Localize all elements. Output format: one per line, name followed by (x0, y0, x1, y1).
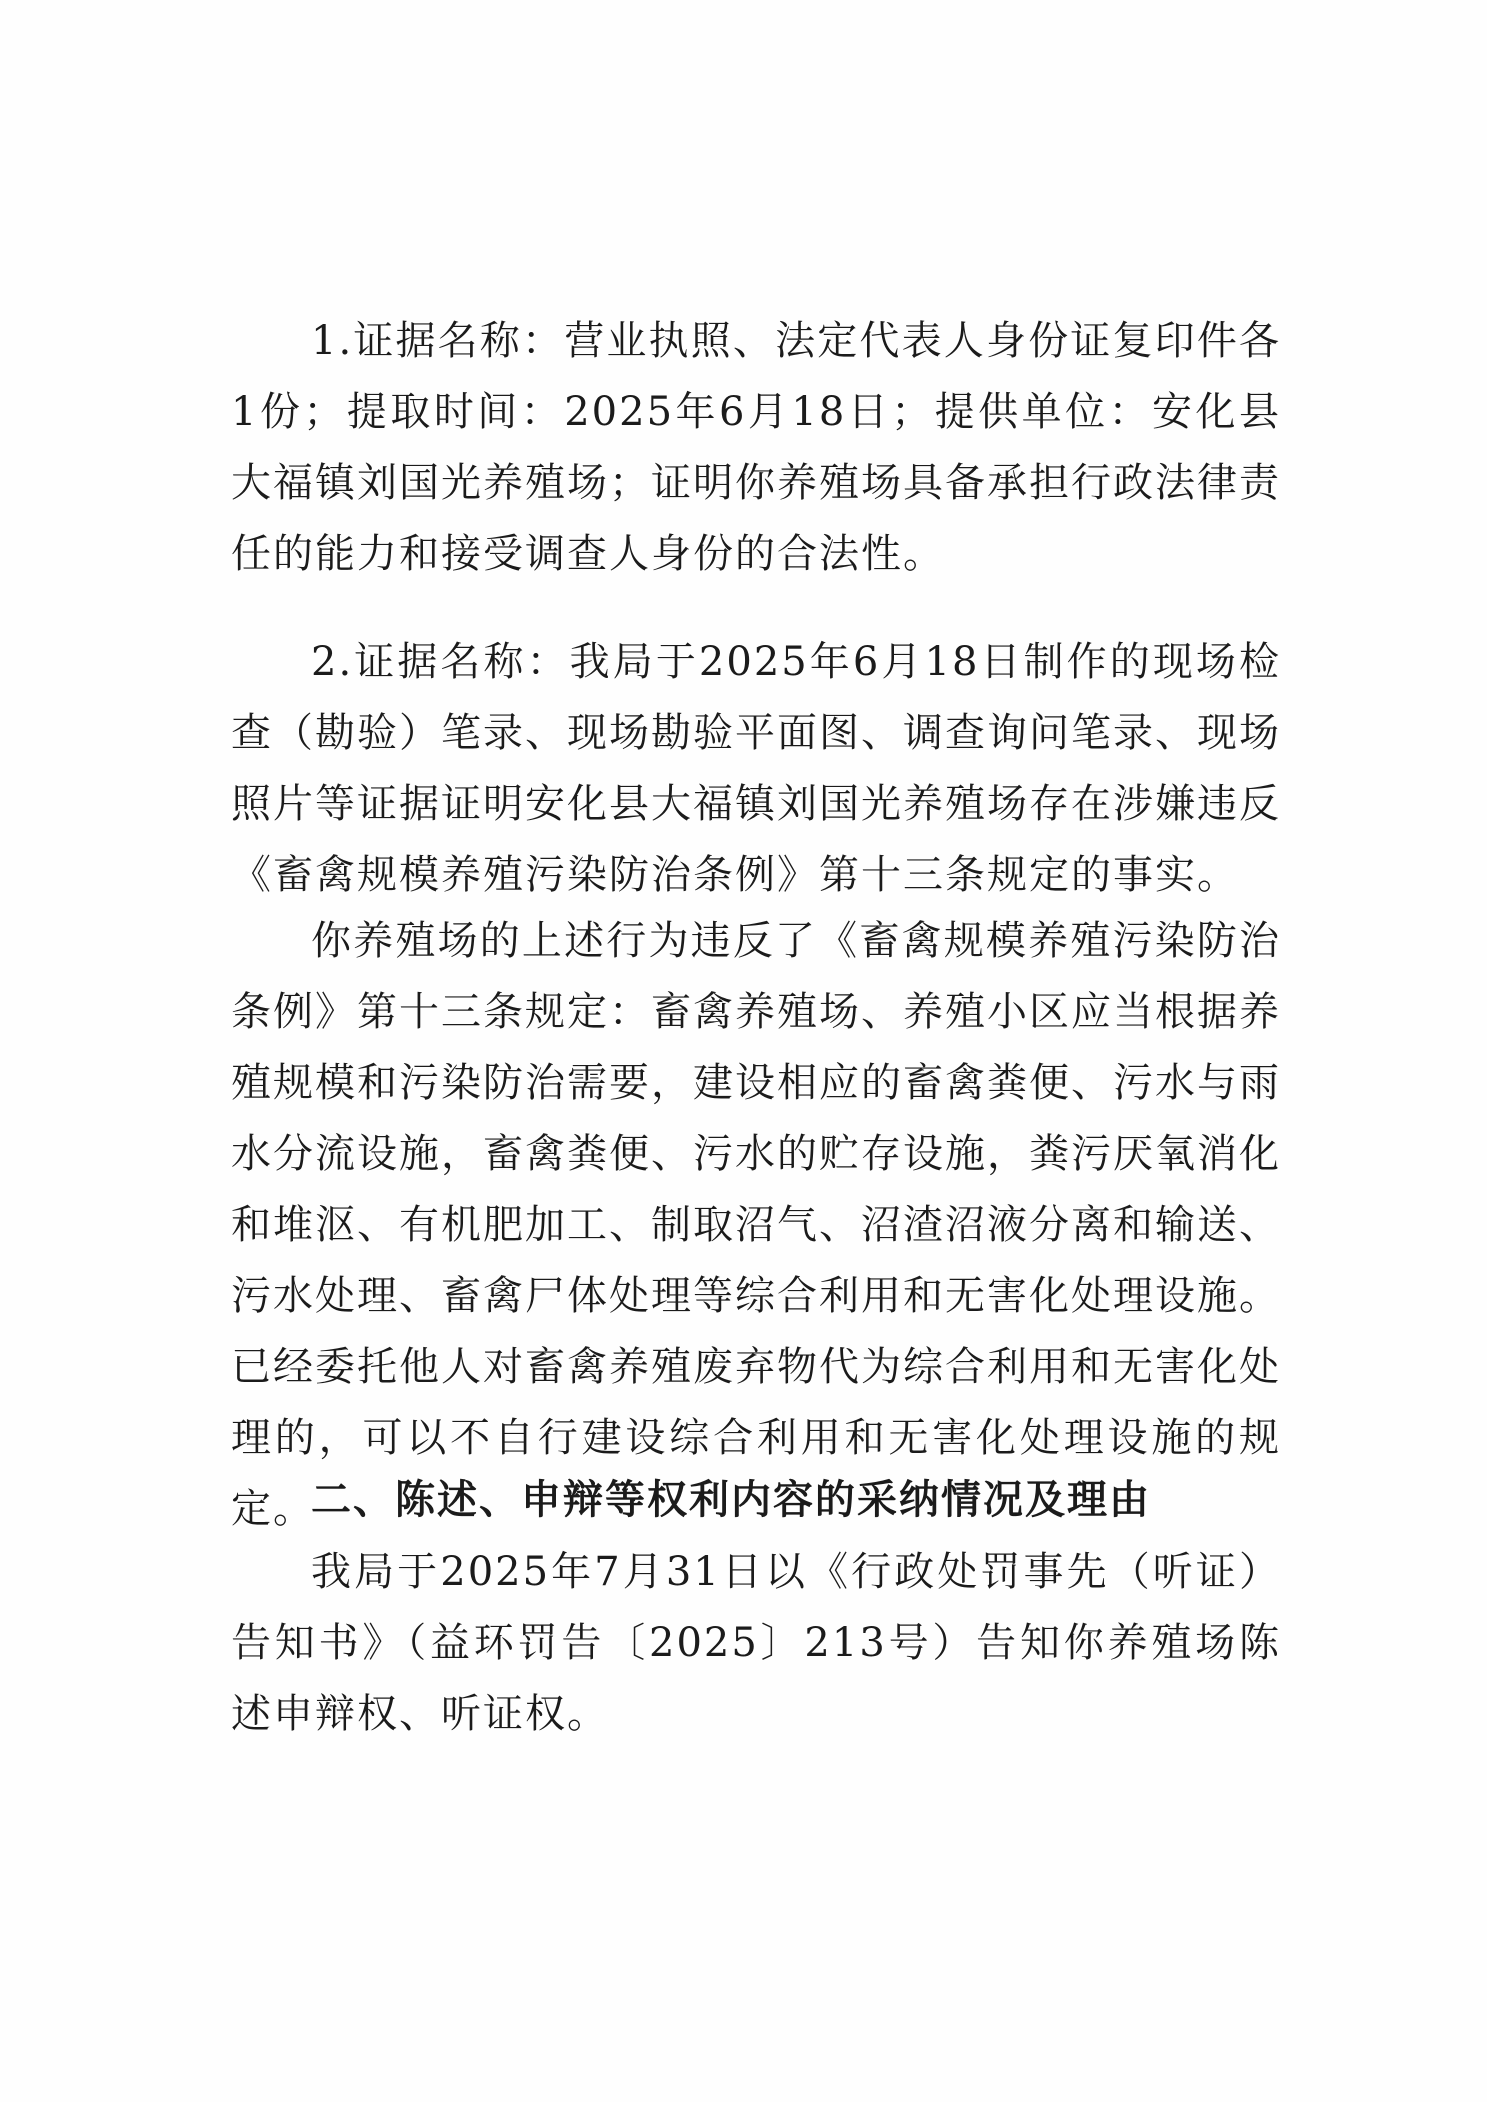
violation-paragraph: 你养殖场的上述行为违反了《畜禽规模养殖污染防治条例》第十三条规定：畜禽养殖场、养殖小区应当根据养殖规模和污染防治需要，建设相应的畜禽粪便、污水与雨水分流设施，畜禽粪便、污水的贮存设施，粪污厌氧消化和堆沤、有机肥加工、制取沼气、沼渣沼液分离和输送、污水处理、畜禽尸体处理等综合利用和无害化处理设施。已经委托他人对畜禽养殖废弃物代为综合利用和无害化处理的，可以不自行建设综合利用和无害化处理设施的规定。 (231, 918, 1281, 1532)
evidence-paragraph-2: 2.证据名称：我局于2025年6月18日制作的现场检查（勘验）笔录、现场勘验平面图、调查询问笔录、现场照片等证据证明安化县大福镇刘国光养殖场存在涉嫌违反《畜禽规模养殖污染防治条例》第十三条规定的事实。 (231, 639, 1281, 898)
section-heading: 二、陈述、申辩等权利内容的采纳情况及理由 (311, 1477, 1151, 1523)
closing-paragraph: 我局于2025年7月31日以《行政处罚事先（听证）告知书》（益环罚告〔2025〕213号）告知你养殖场陈述申辩权、听证权。 (231, 1549, 1281, 1737)
evidence-paragraph-1: 1.证据名称：营业执照、法定代表人身份证复印件各1份；提取时间：2025年6月18日；提供单位：安化县大福镇刘国光养殖场；证明你养殖场具备承担行政法律责任的能力和接受调查人身份的合法性。 (231, 318, 1281, 577)
